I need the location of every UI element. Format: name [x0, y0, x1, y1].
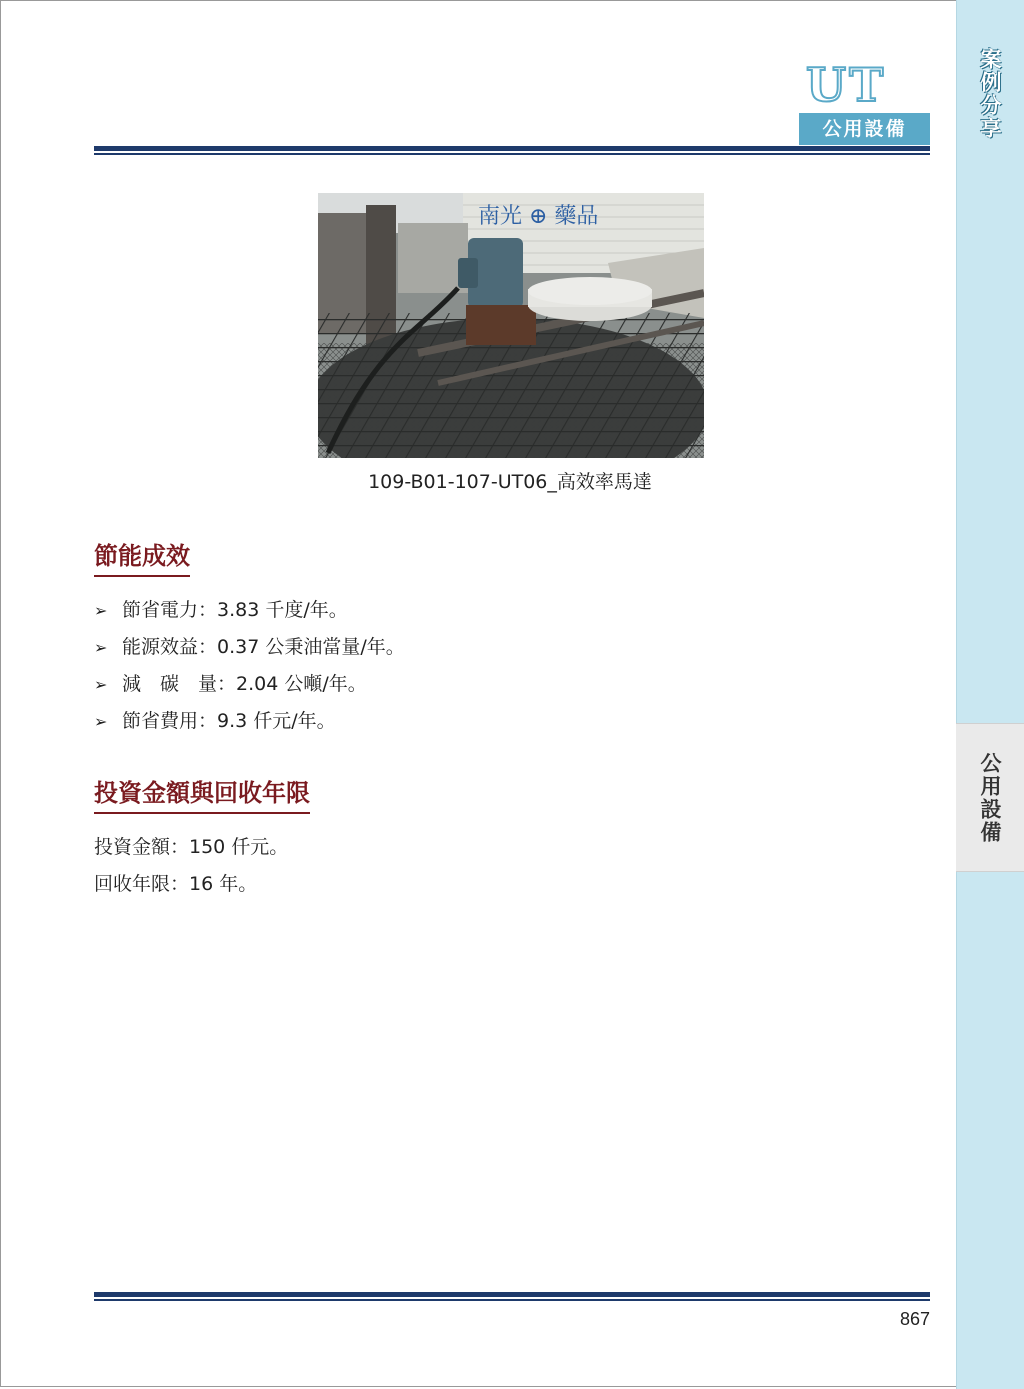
list-item-text: 能源效益：0.37 公秉油當量/年。 — [122, 636, 405, 658]
investment-amount: 投資金額：150 仟元。 — [94, 836, 289, 858]
sidebar-tab-case-sharing[interactable] — [956, 0, 1024, 190]
list-item — [94, 669, 367, 696]
footer-rule — [94, 1292, 930, 1301]
photo-caption: 109-B01-107-UT06_高效率馬達 — [368, 471, 652, 493]
list-item-text: 節省電力：3.83 千度/年。 — [122, 599, 348, 621]
arrow-bullet-icon: ➢ — [94, 601, 108, 620]
page-number: 867 — [899, 1309, 930, 1329]
arrow-bullet-icon: ➢ — [94, 712, 108, 731]
equipment-photo — [318, 193, 704, 458]
section-title-investment: 投資金額與回收年限 — [94, 773, 310, 814]
header-rule — [94, 146, 930, 155]
list-item — [94, 706, 336, 733]
list-item — [94, 632, 405, 659]
list-item-text: 減 碳 量：2.04 公噸/年。 — [122, 673, 367, 695]
payback-period: 回收年限：16 年。 — [94, 873, 258, 895]
arrow-bullet-icon: ➢ — [94, 638, 108, 657]
sidebar-tab-label: 公用設備 — [978, 752, 1002, 844]
arrow-bullet-icon: ➢ — [94, 675, 108, 694]
list-item — [94, 595, 348, 622]
section-title-energy: 節能成效 — [94, 536, 190, 577]
header-category-badge: 公用設備 — [799, 113, 930, 145]
ut-logo: UT — [806, 58, 887, 112]
sidebar — [956, 0, 1024, 1389]
sidebar-tab-utilities[interactable] — [956, 723, 1024, 872]
sidebar-tab-label: 案例分享 — [978, 48, 1002, 140]
building-sign-text: 南光 ⊕ 藥品 — [478, 204, 599, 229]
list-item-text: 節省費用：9.3 仟元/年。 — [122, 710, 336, 732]
